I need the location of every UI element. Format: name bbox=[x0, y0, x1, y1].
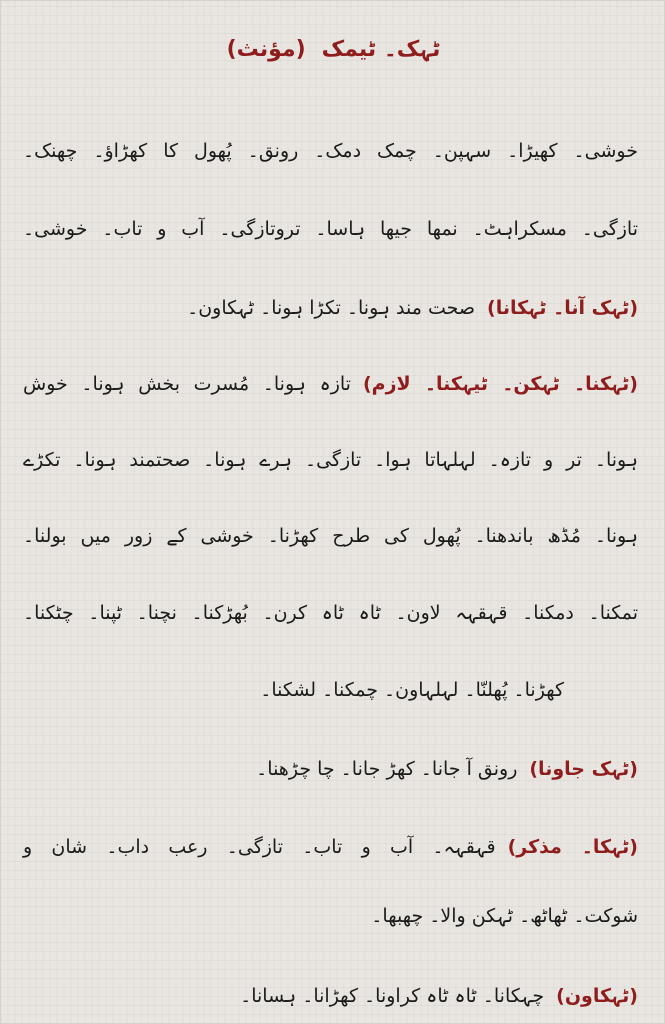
definition-text: کھڑنا۔ پُھلنّا۔ لہلہاون۔ چمکنا۔ لشکنا۔ bbox=[260, 679, 564, 701]
definition-line-1 bbox=[23, 131, 638, 171]
definition-text: تمکنا۔ دمکنا۔ قہقہہ لاون۔ ٹاہ ٹاہ کرن۔ بُھڑکنا۔ نچنا۔ ٹپنا۔ چٹکنا۔ bbox=[23, 602, 638, 624]
definition-text: تازگی۔ مسکراہٹ۔ نمھا جیھا ہاسا۔ تروتازگی۔ آب و تاب۔ خوشی۔ bbox=[23, 218, 638, 240]
definition-text: شوکت۔ ٹھاٹھ۔ ٹہکن والا۔ چھبھا۔ bbox=[371, 905, 638, 927]
definition-line-6 bbox=[23, 516, 638, 556]
definition-line-3 bbox=[23, 288, 638, 328]
definition-text: صحت مند ہونا۔ تکڑا ہونا۔ ٹہکاون۔ bbox=[187, 297, 476, 319]
definition-text: رونق آ جانا۔ کھڑ جانا۔ چا چڑھنا۔ bbox=[256, 758, 518, 780]
title-gender: (مؤنث) bbox=[226, 37, 306, 62]
definition-text: چہکانا۔ ٹاہ ٹاہ کراونا۔ کھڑانا۔ ہسانا۔ bbox=[240, 985, 545, 1007]
page-title bbox=[1, 37, 665, 62]
definition-line-12 bbox=[23, 976, 638, 1016]
definition-line-4 bbox=[23, 364, 638, 404]
definition-line-10 bbox=[23, 827, 638, 867]
entry-keyword: (ٹہکا۔ مذکر) bbox=[507, 836, 638, 858]
definition-line-5 bbox=[23, 440, 638, 480]
entry-keyword: (ٹہکنا۔ ٹہکن۔ ٹیہکنا۔ لازم) bbox=[362, 373, 638, 395]
definition-line-8 bbox=[23, 670, 564, 710]
entry-keyword: (ٹہکاون) bbox=[556, 985, 638, 1007]
definition-line-2 bbox=[23, 209, 638, 249]
entry-keyword: (ٹہک آنا۔ ٹہکانا) bbox=[487, 297, 638, 319]
definition-line-7 bbox=[23, 593, 638, 633]
title-word: ٹہک۔ ٹیمک bbox=[321, 37, 441, 62]
definition-text: قہقہہ۔ آب و تاب۔ تازگی۔ رعب داب۔ شان و bbox=[23, 836, 496, 858]
definition-text: تازہ ہونا۔ مُسرت بخش ہونا۔ خوش bbox=[23, 373, 351, 395]
definition-text: ہونا۔ تر و تازہ۔ لہلہاتا ہوا۔ تازگی۔ ہرے ہونا۔ صحتمند ہونا۔ تکڑے bbox=[23, 449, 638, 471]
definition-line-11 bbox=[23, 896, 638, 936]
definition-text: ہونا۔ مُڈھ باندھنا۔ پُھول کی طرح کھڑنا۔ خوشی کے زور میں بولنا۔ bbox=[23, 525, 638, 547]
entry-keyword: (ٹہک جاونا) bbox=[529, 758, 638, 780]
definition-line-9 bbox=[23, 749, 638, 789]
definition-text: خوشی۔ کھیڑا۔ سہپن۔ چمک دمک۔ رونق۔ پُھول کا کھڑاؤ۔ چھنک۔ bbox=[23, 140, 638, 162]
